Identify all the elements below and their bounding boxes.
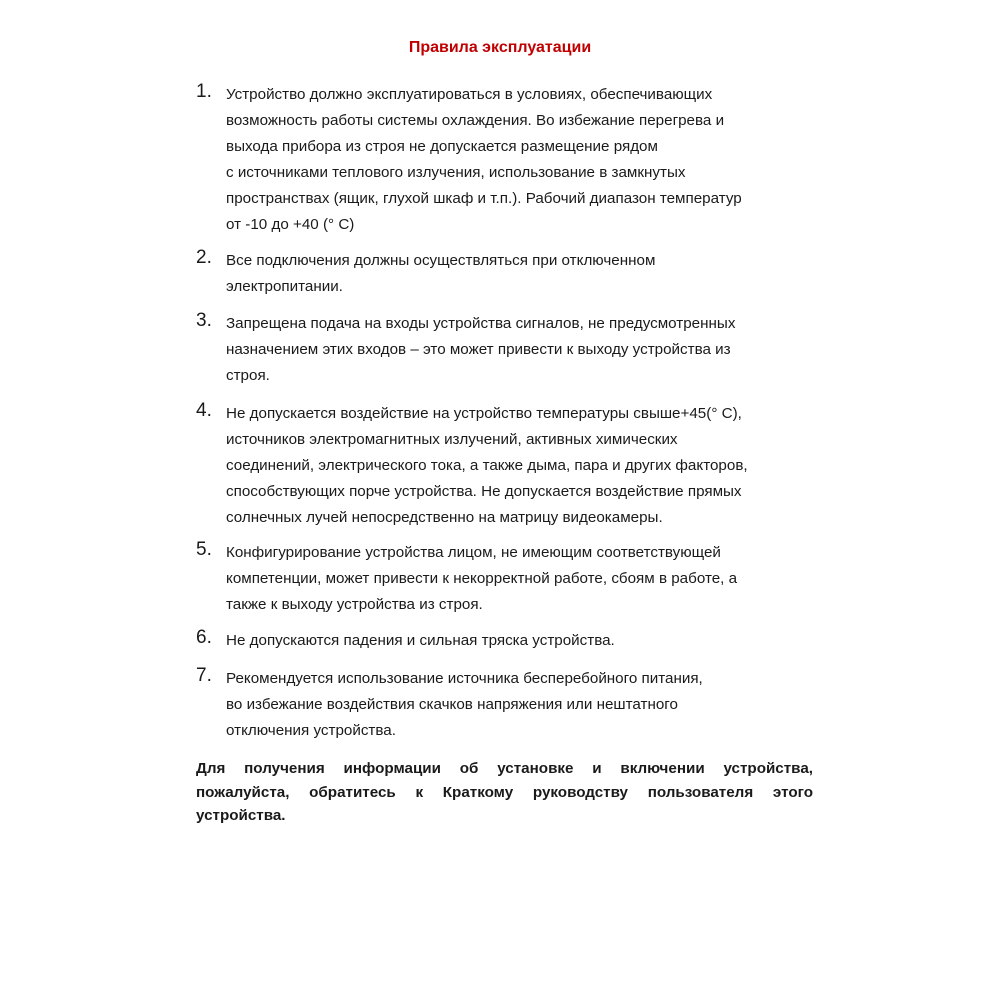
rule-line: во избежание воздействия скачков напряжения или нештатного — [226, 696, 678, 713]
rule-line: выхода прибора из строя не допускается размещение рядом — [226, 138, 658, 155]
rule-line: также к выходу устройства из строя. — [226, 596, 483, 613]
rule-line: Устройство должно эксплуатироваться в условиях, обеспечивающих — [226, 86, 713, 103]
rule-number: 6. — [196, 627, 212, 648]
rule-line: способствующих порче устройства. Не допускается воздействие прямых — [226, 483, 742, 500]
rule-line: электропитании. — [226, 278, 343, 295]
rule-text — [226, 628, 826, 654]
rule-text — [226, 666, 826, 744]
footer-note-line: Для получения информации об установке и включении устройства, — [196, 760, 813, 777]
rule-line: Запрещена подача на входы устройства сигналов, не предусмотренных — [226, 315, 736, 332]
footer-note-line: устройства. — [196, 807, 286, 824]
rule-line: источников электромагнитных излучений, активных химических — [226, 431, 678, 448]
footer-note — [196, 757, 813, 828]
rule-number: 1. — [196, 81, 212, 102]
rule-line: Не допускаются падения и сильная тряска устройства. — [226, 632, 615, 649]
rule-line: назначением этих входов – это может привести к выходу устройства из — [226, 341, 731, 358]
rule-number: 4. — [196, 400, 212, 421]
rule-line: солнечных лучей непосредственно на матрицу видеокамеры. — [226, 509, 663, 526]
rule-line: Конфигурирование устройства лицом, не имеющим соответствующей — [226, 544, 721, 561]
rule-number: 5. — [196, 539, 212, 560]
footer-note-line: пожалуйста, обратитесь к Краткому руководству пользователя этого — [196, 783, 813, 801]
rule-line: компетенции, может привести к некорректной работе, сбоям в работе, а — [226, 570, 738, 587]
rule-number: 3. — [196, 310, 212, 331]
rule-text — [226, 248, 826, 300]
rule-line: пространствах (ящик, глухой шкаф и т.п.). Рабочий диапазон температур — [226, 190, 742, 207]
rule-line: возможность работы системы охлаждения. Во избежание перегрева и — [226, 112, 725, 129]
rule-number: 7. — [196, 665, 212, 686]
rule-text — [226, 401, 826, 531]
page-title: Правила эксплуатации — [408, 39, 592, 56]
rule-line: с источниками теплового излучения, использование в замкнутых — [226, 164, 686, 181]
rule-line: строя. — [226, 367, 270, 384]
rule-line: соединений, электрического тока, а также дыма, пара и других факторов, — [226, 457, 748, 474]
rule-text — [226, 82, 826, 238]
rule-line: Все подключения должны осуществляться при отключенном — [226, 252, 656, 269]
rule-text — [226, 540, 826, 618]
rule-line: от -10 до +40 (° С) — [226, 216, 355, 233]
rule-line: отключения устройства. — [226, 722, 396, 739]
rule-number: 2. — [196, 247, 212, 268]
rule-line: Рекомендуется использование источника бесперебойного питания, — [226, 670, 703, 687]
rule-line: Не допускается воздействие на устройство температуры свыше+45(° С), — [226, 405, 742, 422]
rule-text — [226, 311, 826, 389]
